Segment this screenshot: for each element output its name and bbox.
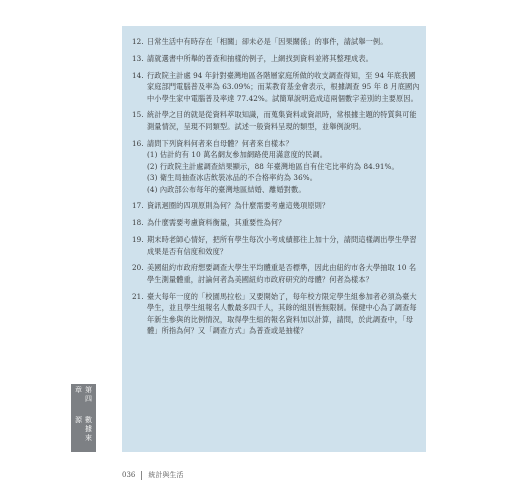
sub-question-item: (2) 行政院主計處調查結果顯示，88 年臺灣地區自有住宅比率約為 84.91%。	[147, 161, 399, 171]
page-number: 036	[122, 471, 136, 479]
question-item	[132, 234, 420, 257]
question-item	[132, 291, 420, 337]
chapter-side-tab	[71, 384, 96, 452]
question-number: 14.	[132, 70, 144, 80]
question-item	[132, 262, 420, 285]
question-number: 21.	[132, 291, 144, 301]
question-item	[132, 53, 420, 65]
question-number: 15.	[132, 110, 144, 120]
sub-question-item: (3) 衛生局抽查冰店飲裝冰品的不合格率約為 36%。	[147, 173, 317, 183]
sub-question-list	[147, 149, 420, 195]
chapter-title: 數據來源	[74, 415, 93, 443]
question-item	[132, 200, 420, 212]
book-title: 統計與生活	[148, 471, 184, 479]
question-item	[132, 138, 420, 196]
question-item	[132, 70, 420, 105]
question-item	[132, 36, 420, 48]
chapter-number: 第四章	[74, 386, 93, 404]
question-number: 16.	[132, 138, 144, 148]
question-number: 12.	[132, 37, 144, 46]
question-item	[132, 109, 420, 132]
question-text: 期末時老師心情好，把所有學生每次小考成績都往上加十分，請問這樣調出學生學習成果是否有信度和效度？	[147, 235, 417, 256]
question-text: 請就選書中所舉的普查和抽樣的例子，上網找到資料並將其整理成表。	[147, 53, 373, 63]
question-text: 為什麼需要考慮資料衡量，其重要性為何？	[147, 218, 286, 228]
question-number: 20.	[132, 263, 144, 273]
sub-question-item: (4) 內政部公布每年的臺灣地區結婚、離婚對數。	[147, 184, 306, 194]
question-text: 行政院主計處 94 年針對臺灣地區各階層家庭所做的收支調查得知，至 94 年底我國家庭部門電腦普及率為 63.09%；而某教育基金會表示，根據調查 95 年 8 月底國內中小學生家中電腦普及率達 77.42%。試簡單說明造成這兩個數字差別的主要原因。	[147, 70, 420, 103]
question-text: 日常生活中有時存在「相關」卻未必是「因果關係」的事件，請試舉一例。	[147, 37, 388, 46]
footer-divider	[141, 471, 142, 480]
question-number: 18.	[132, 218, 144, 228]
question-text: 統計學之目的就是從資料萃取知識，而蒐集資料或資訊時，常根據主題的特質與可能測量情況，呈現不同類型。試述一般資料呈現的類型，並舉例說明。	[147, 110, 417, 131]
question-text: 美國紐約市政府想要調查大學生平均體重是否標準，因此由紐約市各大學抽取 10 名學生測量體重，討論何者為美國紐約市政府研究的母體？何者為樣本？	[147, 263, 417, 284]
sub-question-item: (1) 估計約有 10 萬名網友參加網路使用滿意度的民調。	[147, 150, 328, 160]
question-number: 13.	[132, 53, 144, 63]
page-footer	[122, 470, 183, 480]
question-item	[132, 217, 420, 229]
question-number: 19.	[132, 235, 144, 245]
question-text: 資訊迴圈的四項原則為何？為什麼需要考慮這幾項原則？	[147, 201, 330, 211]
question-number: 17.	[132, 201, 144, 211]
question-text: 臺大每年一度的「校園馬拉松」又要開始了，每年校方限定學生組參加者必須為臺大學生，並且學生組報名人數最多四千人，其餘的組別皆無限制。保健中心為了調查每年新生參與的比例情況，取得學生組的報名資料加以計算，請問，於此調查中，「母體」所指為何？又「調查方式」為普查或是抽樣？	[147, 291, 417, 336]
question-list	[132, 36, 420, 342]
question-text: 請問下列資料何者來自母體？何者來自樣本？	[147, 138, 293, 148]
